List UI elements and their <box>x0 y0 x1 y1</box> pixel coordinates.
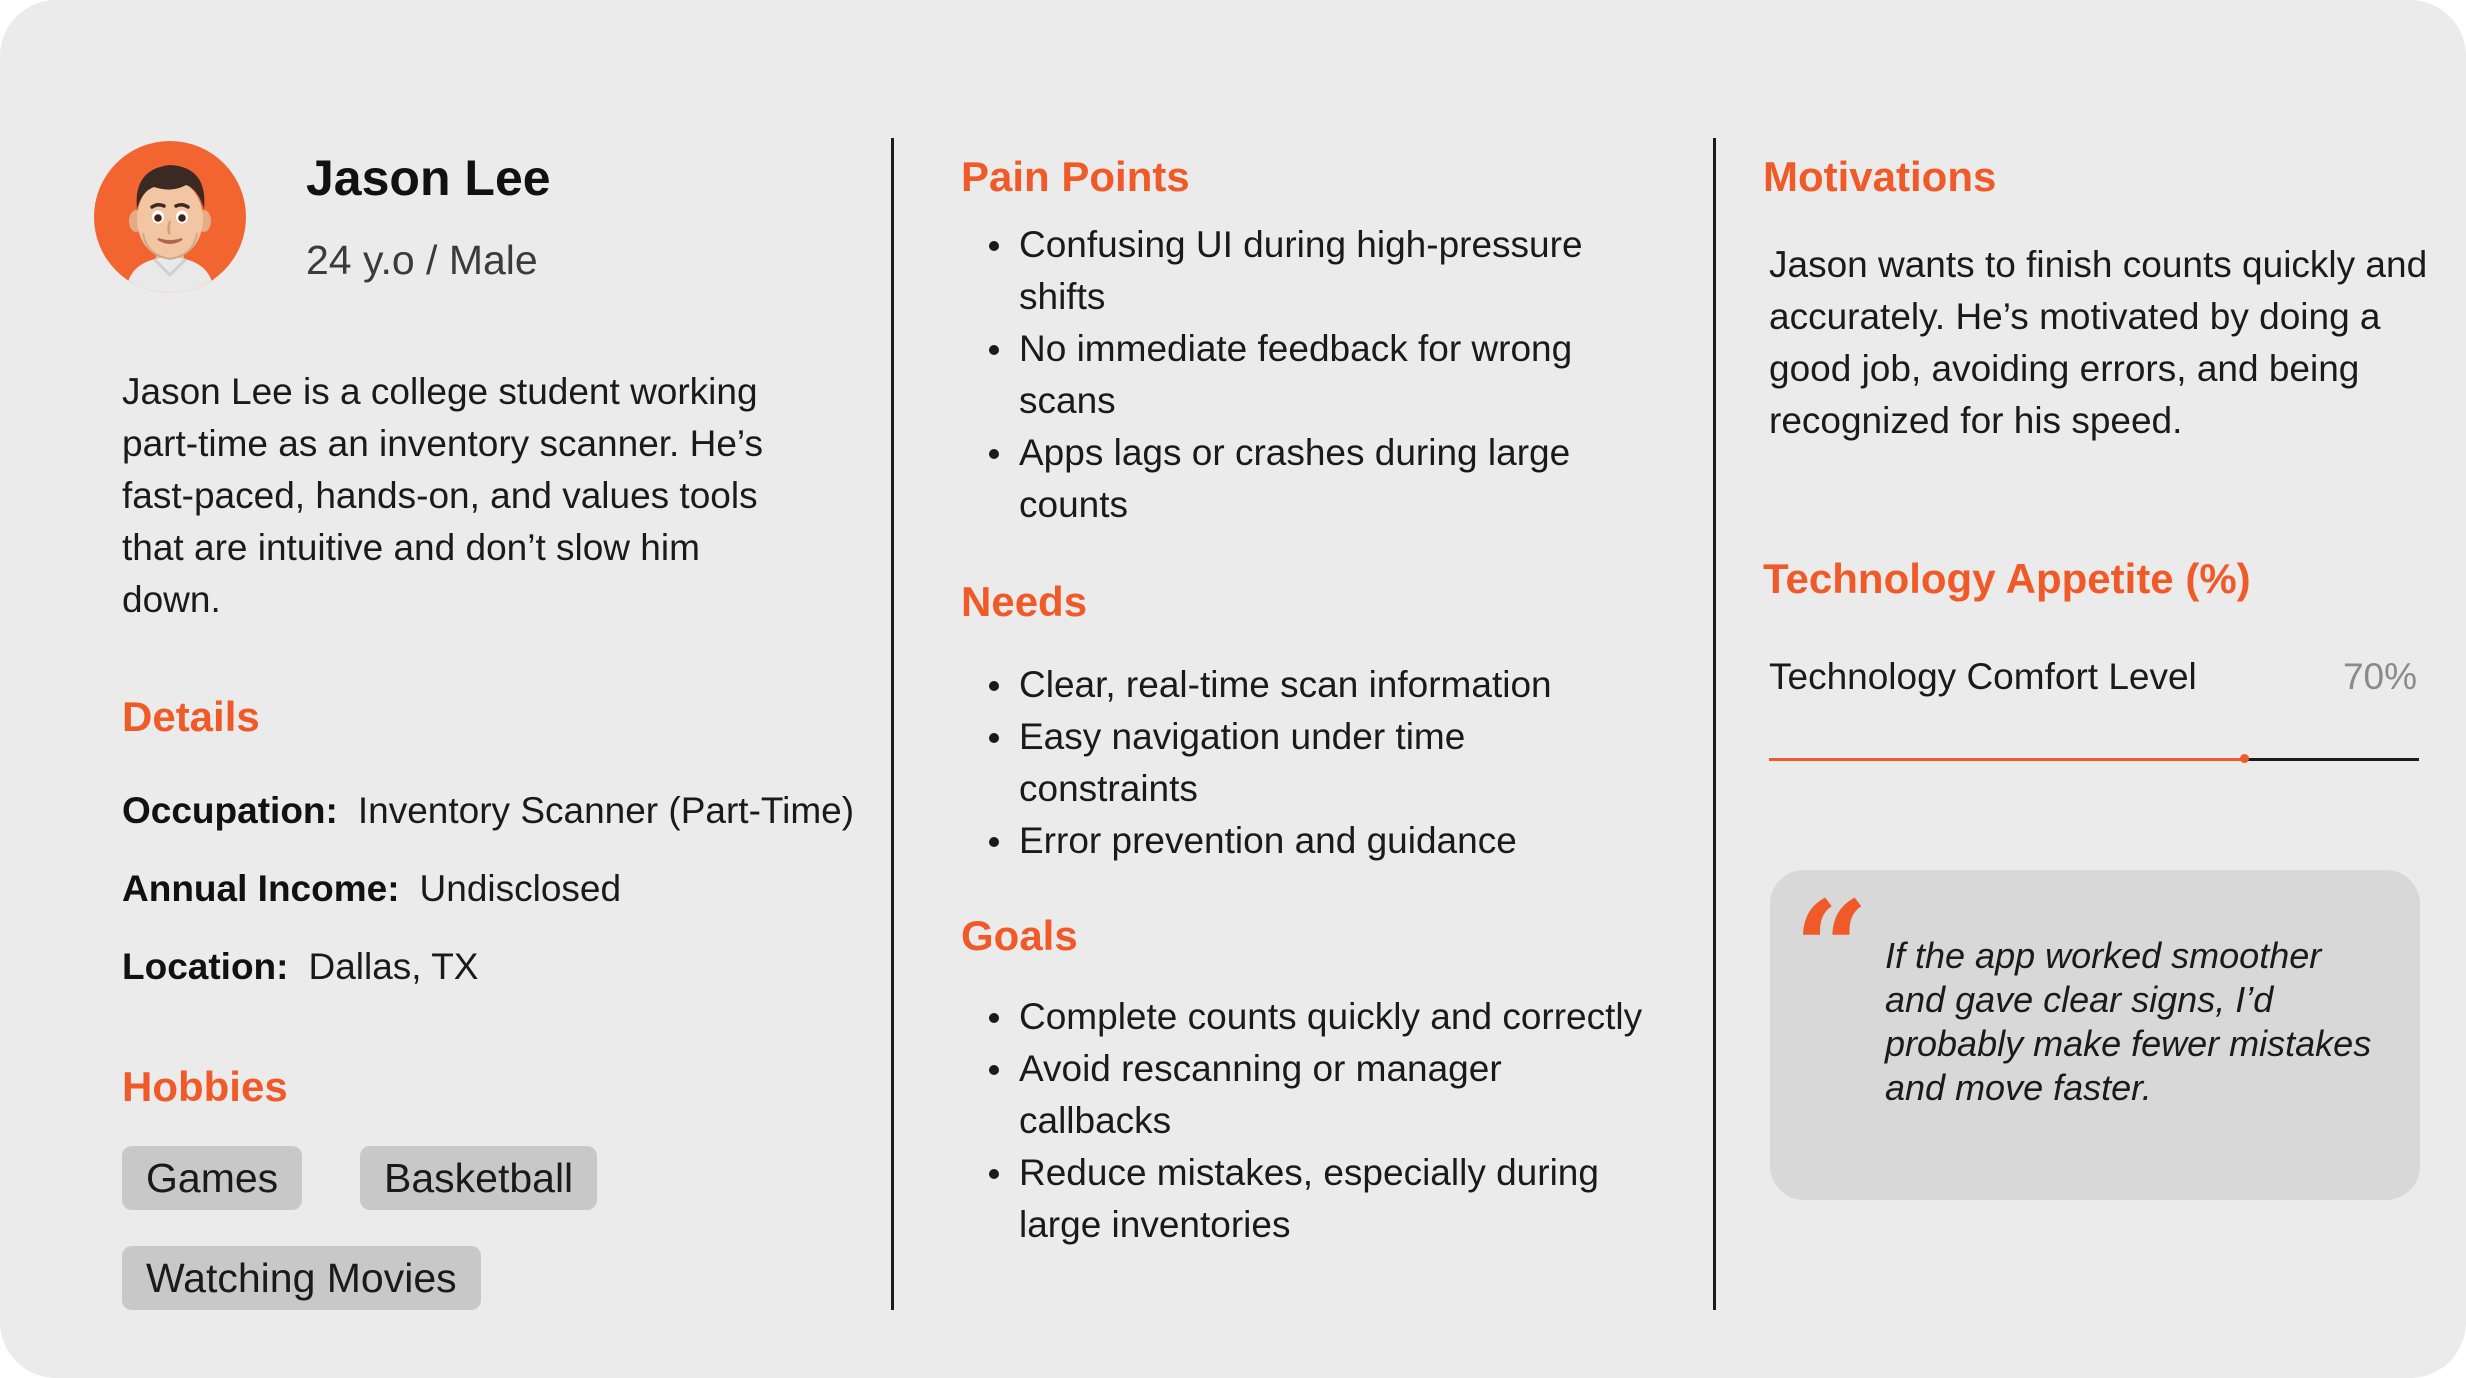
tech-comfort-bar <box>1769 758 2419 761</box>
hobby-chip: Basketball <box>360 1146 597 1210</box>
list-item: No immediate feedback for wrong scans <box>961 323 1661 427</box>
detail-income <box>122 863 621 915</box>
goals-list <box>961 991 1661 1251</box>
pain-points-list <box>961 219 1661 531</box>
income-value: Undisclosed <box>419 868 622 909</box>
hobbies-heading: Hobbies <box>122 1063 288 1110</box>
memoji-avatar-icon <box>94 141 246 293</box>
motivations-heading: Motivations <box>1763 153 1997 200</box>
tech-comfort-value: 70% <box>2342 656 2417 697</box>
list-item: Clear, real-time scan information <box>961 659 1621 711</box>
list-item: Easy navigation under time constraints <box>961 711 1621 815</box>
occupation-label: Occupation: <box>122 790 338 831</box>
occupation-value: Inventory Scanner (Part-Time) <box>357 790 855 831</box>
needs-heading: Needs <box>961 578 1088 625</box>
pain-points-heading: Pain Points <box>961 153 1190 200</box>
list-item: Complete counts quickly and correctly <box>961 991 1661 1043</box>
list-item: Error prevention and guidance <box>961 815 1621 867</box>
list-item: Apps lags or crashes during large counts <box>961 427 1661 531</box>
tech-comfort-label: Technology Comfort Level <box>1769 656 2197 697</box>
needs-list <box>961 659 1621 867</box>
list-item: Confusing UI during high-pressure shifts <box>961 219 1661 323</box>
tech-comfort-marker <box>2240 754 2249 763</box>
income-label: Annual Income: <box>122 868 400 909</box>
list-item: Reduce mistakes, especially during large inventories <box>961 1147 1661 1251</box>
motivations-text: Jason wants to finish counts quickly and accurately. He’s motivated by doing a good job, avoiding errors, and being recognized for his speed. <box>1769 244 2428 441</box>
persona-name: Jason Lee <box>306 150 551 206</box>
column-divider-left <box>891 138 894 1310</box>
tech-comfort-fill <box>1769 758 2244 761</box>
persona-age-gender: 24 y.o / Male <box>306 237 538 283</box>
list-item: Avoid rescanning or manager callbacks <box>961 1043 1661 1147</box>
detail-location <box>122 941 478 993</box>
location-value: Dallas, TX <box>308 946 479 987</box>
avatar <box>94 141 246 293</box>
quote-box <box>1770 870 2420 1200</box>
location-label: Location: <box>122 946 289 987</box>
technology-heading: Technology Appetite (%) <box>1763 555 2251 602</box>
quote-text: If the app worked smoother and gave clear signs, I’d probably make fewer mistakes and move faster. <box>1885 935 2372 1108</box>
hobby-chip: Games <box>122 1146 302 1210</box>
persona-bio: Jason Lee is a college student working part-time as an inventory scanner. He’s fast-paced, hands-on, and values tools that are intuitive and don’t slow him down. <box>122 371 763 620</box>
quote-mark-icon: “ <box>1794 872 1869 1025</box>
column-divider-right <box>1713 138 1716 1310</box>
hobby-chip: Watching Movies <box>122 1246 481 1310</box>
detail-occupation <box>122 785 854 837</box>
details-heading: Details <box>122 693 260 740</box>
goals-heading: Goals <box>961 912 1078 959</box>
